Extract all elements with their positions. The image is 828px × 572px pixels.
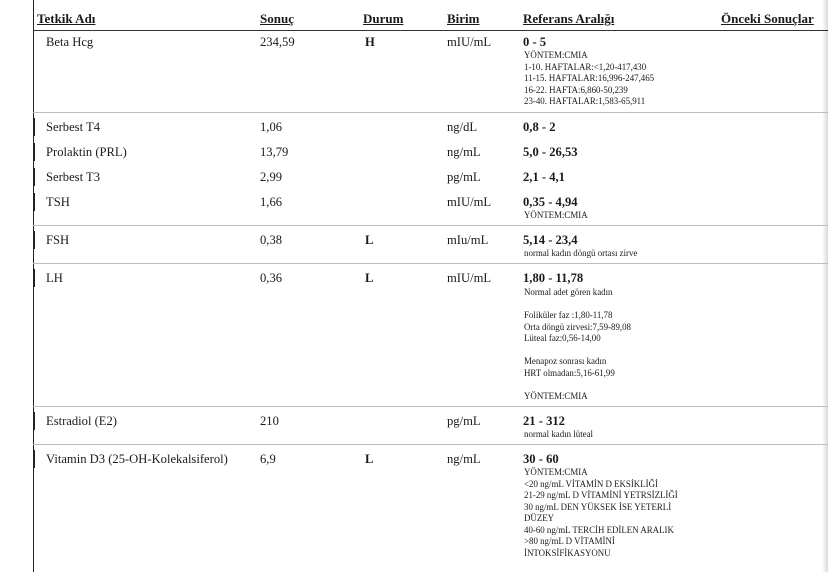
reference-range: 30 - 60	[523, 452, 559, 466]
result-value: 0,38	[260, 233, 283, 247]
note-line: İNTOKSİFİKASYONU	[524, 547, 611, 558]
reference-range: 0,35 - 4,94	[523, 195, 578, 209]
reference-notes	[524, 50, 654, 108]
note-line: HRT olmadan:5,16-61,99	[524, 367, 615, 378]
note-line: 30 ng/mL DEN YÜKSEK İSE YETERLİ	[524, 501, 672, 512]
header-previous-results: Önceki Sonuçlar	[721, 11, 814, 26]
reference-range: 21 - 312	[523, 414, 565, 428]
unit: mIU/mL	[447, 271, 492, 285]
unit: pg/mL	[447, 170, 481, 184]
reference-range: 2,1 - 4,1	[523, 170, 565, 184]
note-line	[524, 299, 631, 311]
reference-notes	[524, 429, 593, 441]
unit: mIU/mL	[447, 195, 492, 209]
note-line: Menapoz sonrası kadın	[524, 356, 607, 366]
result-value: 1,66	[260, 195, 283, 209]
test-name: Serbest T4	[46, 120, 100, 134]
note-line: Orta döngü zirvesi:7,59-89,08	[524, 321, 631, 332]
note-line: normal kadın lüteal	[524, 429, 594, 439]
test-name: FSH	[46, 233, 70, 247]
note-line: <20 ng/mL VİTAMİN D EKSİKLİĞİ	[524, 478, 658, 489]
unit: ng/mL	[447, 452, 481, 466]
note-line	[524, 379, 631, 391]
row-separator	[33, 263, 828, 264]
test-name: Estradiol (E2)	[46, 414, 117, 428]
note-line: 21-29 ng/mL D VİTAMİNİ YETRSİZLİĞİ	[524, 490, 678, 500]
reference-range: 5,14 - 23,4	[523, 233, 578, 247]
row-marker	[33, 269, 35, 287]
status-flag: L	[365, 452, 374, 466]
test-name: Beta Hcg	[46, 35, 94, 49]
note-line: >80 ng/mL D VİTAMİNİ	[524, 536, 615, 546]
reference-notes	[524, 287, 631, 402]
note-line	[524, 345, 631, 357]
result-value: 2,99	[260, 170, 283, 184]
page-edge-shadow	[822, 0, 828, 572]
note-line: 40-60 ng/mL TERCİH EDİLEN ARALIK	[524, 524, 674, 535]
note-line: 11-15. HAFTALAR:16,996-247,465	[524, 73, 655, 83]
test-name: Prolaktin (PRL)	[46, 145, 127, 159]
reference-range: 1,80 - 11,78	[523, 271, 584, 285]
reference-notes	[524, 210, 588, 222]
unit: ng/mL	[447, 145, 481, 159]
note-line: YÖNTEM:CMIA	[524, 50, 588, 60]
note-line: YÖNTEM:CMIA	[524, 467, 588, 477]
status-flag: L	[365, 233, 374, 247]
header-reference-range: Referans Aralığı	[523, 11, 615, 26]
unit: pg/mL	[447, 414, 481, 428]
result-value: 0,36	[260, 271, 283, 285]
reference-range: 0,8 - 2	[523, 120, 556, 134]
status-flag: L	[365, 271, 374, 285]
note-line: normal kadın döngü ortası zirve	[524, 248, 638, 258]
reference-range: 0 - 5	[523, 35, 547, 49]
note-line: Normal adet gören kadın	[524, 287, 613, 297]
header-result: Sonuç	[260, 11, 294, 26]
status-flag: H	[365, 35, 375, 49]
row-marker	[33, 143, 35, 161]
row-separator	[33, 406, 828, 407]
row-marker	[33, 168, 35, 186]
row-separator	[33, 225, 828, 226]
reference-notes	[524, 467, 678, 559]
unit: mIu/mL	[447, 233, 489, 247]
result-value: 1,06	[260, 120, 283, 134]
note-line: YÖNTEM:CMIA	[524, 390, 588, 401]
row-marker	[33, 231, 35, 249]
row-separator	[33, 112, 828, 113]
header-status: Durum	[363, 11, 404, 26]
note-line: Foliküler faz :1,80-11,78	[524, 310, 613, 320]
test-name: Serbest T3	[46, 170, 100, 184]
header-unit: Birim	[447, 11, 480, 26]
result-value: 210	[260, 414, 279, 428]
row-marker	[33, 450, 35, 468]
test-name: LH	[46, 271, 63, 285]
result-value: 234,59	[260, 35, 295, 49]
reference-range: 5,0 - 26,53	[523, 145, 578, 159]
note-line: Lüteal faz:0,56-14,00	[524, 333, 601, 343]
note-line: 23-40. HAFTALAR:1,583-65,911	[524, 96, 646, 106]
header-test-name: Tetkik Adı	[37, 11, 96, 26]
note-line: YÖNTEM:CMIA	[524, 210, 588, 220]
row-separator	[33, 444, 828, 445]
row-marker	[33, 118, 35, 136]
row-marker	[33, 193, 35, 211]
test-name: Vitamin D3 (25-OH-Kolekalsiferol)	[46, 452, 228, 466]
result-value: 13,79	[260, 145, 289, 159]
note-line: 16-22. HAFTA:6,860-50,239	[524, 84, 628, 95]
header-underline	[33, 30, 828, 31]
reference-notes	[524, 248, 637, 260]
unit: ng/dL	[447, 120, 478, 134]
test-name: TSH	[46, 195, 70, 209]
result-value: 6,9	[260, 452, 276, 466]
note-line: DÜZEY	[524, 513, 555, 523]
note-line: 1-10. HAFTALAR:<1,20-417,430	[524, 61, 647, 72]
unit: mIU/mL	[447, 35, 492, 49]
row-marker	[33, 412, 35, 430]
